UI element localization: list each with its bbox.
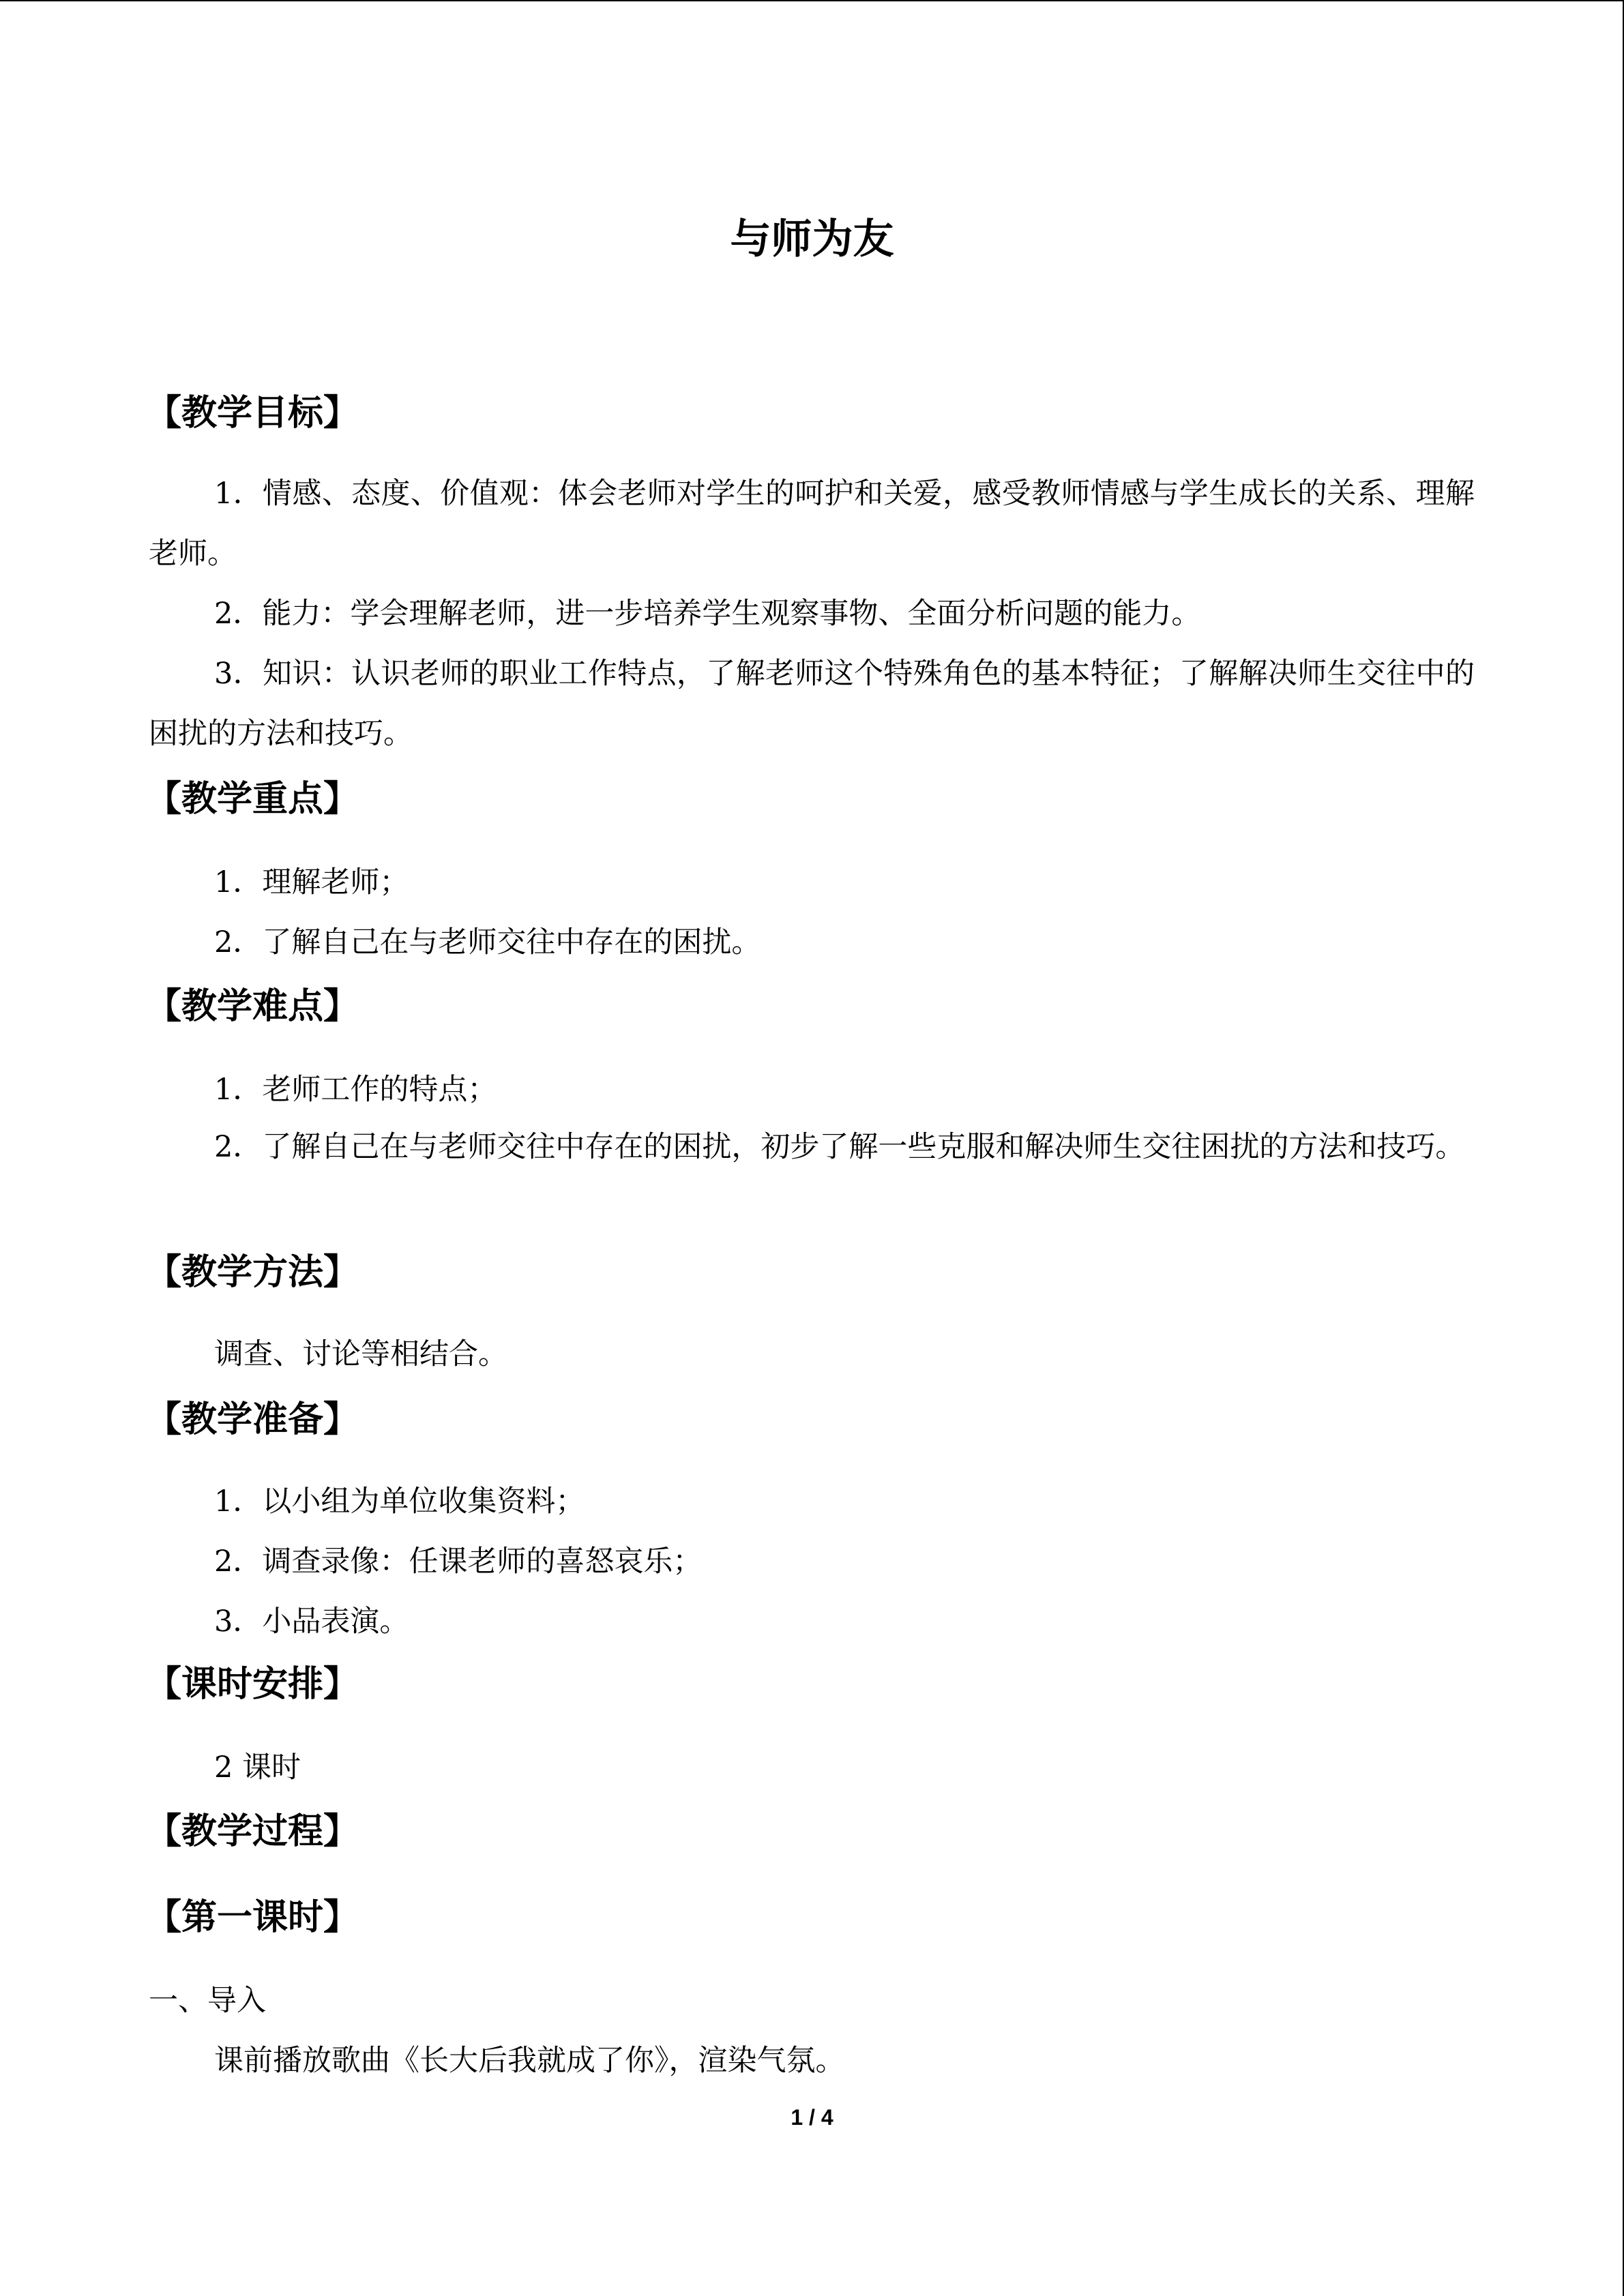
goals-item-3: 3．知识：认识老师的职业工作特点，了解老师这个特殊角色的基本特征；了解解决师生交往中的困扰的方法和技巧。 — [149, 657, 1475, 751]
process-heading: 【教学过程】 — [146, 1811, 359, 1852]
key-points-item-1: 1．理解老师； — [214, 865, 409, 899]
schedule-heading: 【课时安排】 — [146, 1664, 359, 1705]
key-points-heading: 【教学重点】 — [146, 779, 359, 820]
difficulties-item-2: 2．了解自己在与老师交往中存在的困扰，初步了解一些克服和解决师生交往困扰的方法和技巧。 — [214, 1130, 1465, 1164]
page-indicator: 1 / 4 — [791, 2105, 833, 2130]
methods-heading: 【教学方法】 — [146, 1252, 359, 1293]
preparation-item-1: 1．以小组为单位收集资料； — [214, 1485, 585, 1519]
intro-step-title: 一、导入 — [149, 1984, 266, 2018]
goals-item-1: 1．情感、态度、价值观：体会老师对学生的呵护和关爱，感受教师情感与学生成长的关系、理解老师。 — [149, 477, 1475, 571]
goals-item-2: 2．能力：学会理解老师，进一步培养学生观察事物、全面分析问题的能力。 — [214, 597, 1201, 631]
goals-heading: 【教学目标】 — [146, 393, 359, 434]
first-lesson-heading: 【第一课时】 — [146, 1897, 359, 1938]
preparation-item-3: 3．小品表演。 — [214, 1605, 409, 1639]
key-points-item-2: 2．了解自己在与老师交往中存在的困扰。 — [214, 925, 761, 959]
preparation-heading: 【教学准备】 — [146, 1399, 359, 1440]
intro-step-text: 课前播放歌曲《长大后我就成了你》，渲染气氛。 — [214, 2044, 845, 2078]
schedule-text: 2 课时 — [214, 1750, 301, 1785]
difficulties-item-1: 1．老师工作的特点； — [214, 1073, 497, 1107]
preparation-item-2: 2．调查录像：任课老师的喜怒哀乐； — [214, 1545, 703, 1579]
difficulties-heading: 【教学难点】 — [146, 986, 359, 1027]
methods-text: 调查、讨论等相结合。 — [214, 1337, 507, 1371]
document-title: 与师为友 — [730, 215, 894, 263]
